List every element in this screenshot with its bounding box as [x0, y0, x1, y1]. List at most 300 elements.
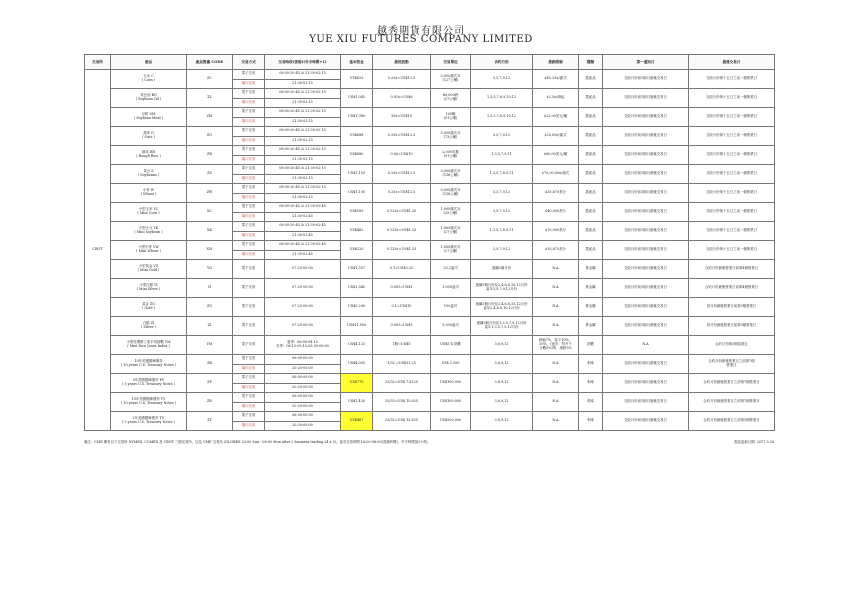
company-title-zh: 越秀期貨有限公司	[377, 26, 465, 37]
months-cell	[471, 317, 533, 336]
margin-cell-text: US$467	[349, 418, 364, 423]
limit-cell-text: ¢35,875美分	[545, 247, 566, 252]
first-notice-cell-text: 交收月份前1個月最後交易日	[624, 114, 667, 119]
code-cell-text: YI	[207, 285, 212, 290]
first-notice-cell	[603, 108, 689, 127]
unit-cell	[431, 412, 471, 431]
months-cell	[471, 222, 533, 241]
hours-cell	[265, 383, 341, 393]
tick-cell	[373, 260, 431, 279]
method-cell	[233, 317, 265, 336]
method-cell-text: 電子交易	[241, 90, 256, 95]
months-cell-text: 1,3,5,7,8,9,11	[489, 228, 514, 233]
method-cell	[233, 146, 265, 156]
first-notice-cell	[603, 70, 689, 89]
product-cell	[111, 355, 187, 374]
tick-cell	[373, 108, 431, 127]
last-trade-cell	[689, 374, 775, 393]
product-cell-text: 黃金 ZG ( Gold )	[142, 302, 155, 310]
tick-cell	[373, 222, 431, 241]
hours-cell	[265, 117, 341, 127]
hours-cell-text: 08:00-20:45 & 21:30-02:15	[279, 166, 326, 171]
last-trade-cell-text: 交收月份第十五日之前一個營業日	[706, 190, 757, 195]
product-cell	[111, 412, 187, 431]
first-notice-cell	[603, 393, 689, 412]
limit-cell	[533, 184, 579, 203]
table-row	[85, 165, 775, 175]
unit-cell	[431, 146, 471, 165]
type-cell	[579, 203, 603, 222]
hours-cell	[265, 108, 341, 118]
code-cell	[187, 241, 233, 260]
tick-cell-text: 0.01¢=US$6	[390, 95, 413, 100]
method-cell-text: 場內交易	[241, 194, 256, 199]
table-row	[85, 336, 775, 355]
tick-cell-text: 0.1=US$10	[391, 304, 412, 309]
code-cell	[187, 298, 233, 317]
futures-spec-table	[84, 54, 775, 431]
last-trade-cell-text: 合約月份第3個星期五	[715, 342, 748, 347]
unit-cell	[431, 279, 471, 298]
unit-cell-text: 1,000蒲式耳 (27公噸)	[440, 245, 461, 253]
last-trade-cell-text: 合約月份最後營業日之前第3個營業日	[703, 418, 760, 423]
method-cell	[233, 155, 265, 165]
margin-cell-text: US$1,430	[347, 399, 366, 404]
unit-cell-text: 1,000蒲式耳 (25公噸)	[440, 207, 461, 215]
table-row	[85, 108, 775, 118]
first-notice-cell	[603, 241, 689, 260]
column-header: 交易方式	[233, 55, 265, 70]
type-cell	[579, 222, 603, 241]
column-header: 產品	[111, 55, 187, 70]
hours-cell-text: 08:00-20:45 & 21:30-02:15	[279, 147, 326, 152]
first-notice-cell	[603, 336, 689, 355]
code-cell-text: XK	[207, 228, 212, 233]
table-row	[85, 317, 775, 336]
method-cell-text: 場內交易	[241, 80, 256, 85]
hours-cell-text: 07:25-05:00	[292, 266, 313, 271]
hours-cell	[265, 402, 341, 412]
method-cell-text: 電子交易	[241, 413, 256, 418]
last-trade-cell-text: 合約月份最後營業日前第4個營業日	[704, 285, 758, 290]
margin-cell	[341, 374, 373, 393]
method-cell-text: 場內交易	[241, 118, 256, 123]
margin-cell	[341, 241, 373, 260]
last-trade-cell	[689, 165, 775, 184]
months-cell-text: 3,6,9,12	[494, 399, 509, 404]
code-cell	[187, 317, 233, 336]
hours-cell	[265, 393, 341, 403]
table-row	[85, 70, 775, 80]
hours-cell-text: 08:00-20:45 & 21:30-02:45	[279, 242, 326, 247]
code-cell-text: ZO	[206, 133, 213, 138]
product-cell	[111, 203, 187, 222]
method-cell-text: 電子交易	[241, 147, 256, 152]
code-cell-text: YM	[206, 342, 213, 347]
method-cell	[233, 336, 265, 355]
tick-cell-text: 1點=US$5	[392, 342, 411, 347]
product-cell-text: 小型白銀 YI ( Mini Silver )	[136, 283, 161, 291]
margin-cell	[341, 355, 373, 374]
limit-cell-text: ¢70,000美分	[545, 228, 566, 233]
months-cell-text: 連續2個月份	[491, 266, 512, 271]
first-notice-cell	[603, 89, 689, 108]
type-cell-text: 農產品	[585, 190, 596, 195]
type-cell	[579, 165, 603, 184]
months-cell	[471, 70, 533, 89]
hours-cell	[265, 412, 341, 422]
first-notice-cell	[603, 298, 689, 317]
months-cell	[471, 146, 533, 165]
code-cell-text: YG	[207, 266, 212, 271]
first-notice-cell	[603, 355, 689, 374]
limit-cell-text: ¢35,875美分	[545, 190, 566, 195]
code-cell	[187, 146, 233, 165]
limit-cell-text: N.A	[552, 380, 559, 385]
code-cell	[187, 184, 233, 203]
exchange-cell-text: CBOT	[92, 247, 103, 252]
tick-cell-text: 10¢=US$10	[391, 114, 412, 119]
method-cell	[233, 364, 265, 374]
hours-cell	[265, 241, 341, 251]
tick-cell-text: 0.001=US$1	[390, 285, 413, 290]
hours-cell-text: 08:00-20:45 & 21:30-02:15	[279, 128, 326, 133]
type-cell	[579, 336, 603, 355]
method-cell	[233, 374, 265, 384]
last-trade-cell	[689, 127, 775, 146]
code-cell-text: ZG	[206, 304, 213, 309]
code-cell	[187, 355, 233, 374]
months-cell	[471, 374, 533, 393]
method-cell	[233, 260, 265, 279]
limit-cell-text: ¢40,000美分	[545, 209, 566, 214]
months-cell	[471, 336, 533, 355]
margin-cell-text: US$220	[349, 247, 364, 252]
method-cell-text: 電子交易	[241, 285, 256, 290]
first-notice-cell	[603, 127, 689, 146]
tick-cell	[373, 165, 431, 184]
method-cell-text: 電子交易	[241, 356, 256, 361]
first-notice-cell-text: N.A	[642, 342, 649, 347]
first-notice-cell	[603, 222, 689, 241]
hours-cell	[265, 374, 341, 384]
product-cell	[111, 70, 187, 89]
product-cell	[111, 317, 187, 336]
method-cell	[233, 174, 265, 184]
months-cell-text: 1,3,5,7,9,11	[491, 152, 512, 157]
limit-cell-text: ¢23,00美元/噸	[543, 114, 568, 119]
months-cell-text: 1,3,5,7,8,9,10,12	[486, 95, 517, 100]
last-trade-cell-text: 交收月份第十五日之前一個營業日	[706, 247, 757, 252]
table-row	[85, 222, 775, 232]
last-trade-cell	[689, 279, 775, 298]
column-header: 涨跌限制	[533, 55, 579, 70]
first-notice-cell	[603, 279, 689, 298]
tick-cell	[373, 89, 431, 108]
limit-cell	[533, 355, 579, 374]
method-cell-text: 場內交易	[241, 251, 256, 256]
table-row	[85, 298, 775, 317]
unit-cell	[431, 260, 471, 279]
hours-cell	[265, 127, 341, 137]
first-notice-cell	[603, 412, 689, 431]
method-cell-text: 電子交易	[241, 342, 256, 347]
months-cell-text: 3,5,7,9,12	[492, 190, 511, 195]
method-cell	[233, 355, 265, 365]
hours-cell-text: 21:30-02:15	[292, 137, 313, 142]
hours-cell	[265, 336, 341, 355]
code-cell	[187, 374, 233, 393]
limit-cell-text: N.A	[552, 399, 559, 404]
margin-cell	[341, 317, 373, 336]
code-cell	[187, 127, 233, 146]
first-notice-cell-text: 交收月份前1個月最後交易日	[624, 95, 667, 100]
unit-cell	[431, 317, 471, 336]
method-cell	[233, 383, 265, 393]
months-cell-text: 1,3,5,7,8,9,11	[489, 171, 514, 176]
tick-cell-text: 25/32=US$ 15.625	[385, 418, 418, 423]
type-cell-text: 農產品	[585, 171, 596, 176]
unit-cell-text: 60,000磅 (27公噸)	[442, 93, 459, 101]
hours-cell	[265, 317, 341, 336]
limit-cell-text: N.A	[552, 285, 559, 290]
type-cell-text: 農產品	[585, 76, 596, 81]
method-cell-text: 場內交易	[241, 384, 256, 389]
unit-cell	[431, 89, 471, 108]
code-cell	[187, 108, 233, 127]
first-notice-cell	[603, 203, 689, 222]
code-cell-text: ZL	[207, 95, 212, 100]
table-row	[85, 412, 775, 422]
margin-cell-text: US$1,557	[347, 266, 366, 271]
first-notice-cell-text: 交收月份前1個月最後交易日	[624, 380, 667, 385]
limit-cell-text: 跌幅7%，當下10%， 20%，(夜市：每升千 分數5%)等，漲跌5%	[538, 338, 573, 350]
limit-cell	[533, 165, 579, 184]
type-cell	[579, 317, 603, 336]
limit-cell	[533, 203, 579, 222]
limit-cell	[533, 241, 579, 260]
hours-cell	[265, 364, 341, 374]
months-cell-text: 3,5,7,9,12	[492, 247, 511, 252]
tick-cell-text: 0.125¢=US$1.25	[386, 209, 417, 214]
hours-cell-text: 08:00-20:45 & 21:30-02:15	[279, 71, 326, 76]
table-row	[85, 374, 775, 384]
last-trade-cell-text: 交收月份第十五日之前一個營業日	[706, 171, 757, 176]
margin-cell	[341, 70, 373, 89]
margin-cell	[341, 412, 373, 431]
unit-cell	[431, 70, 471, 89]
limit-cell-text: ¢60,00美元/噸	[543, 152, 568, 157]
unit-cell	[431, 374, 471, 393]
type-cell	[579, 279, 603, 298]
method-cell	[233, 412, 265, 422]
first-notice-cell-text: 交收月份前1個月最後交易日	[624, 190, 667, 195]
months-cell	[471, 393, 533, 412]
unit-cell	[431, 298, 471, 317]
product-cell-text: 10年美國國庫債券 TY ( 10 years U.S. Treasury Notes )	[120, 397, 177, 405]
limit-cell	[533, 70, 579, 89]
margin-cell-text: US$1,045	[347, 95, 366, 100]
type-cell	[579, 412, 603, 431]
product-cell	[111, 184, 187, 203]
product-cell	[111, 89, 187, 108]
tick-cell-text: 0.25¢=US$12.5	[387, 133, 416, 138]
months-cell	[471, 279, 533, 298]
method-cell	[233, 231, 265, 241]
margin-cell-text: US$165	[349, 209, 364, 214]
margin-cell-text: US$770	[349, 380, 364, 385]
months-cell	[471, 184, 533, 203]
hours-cell	[265, 89, 341, 99]
hours-cell-text: 21:30-02:45	[292, 232, 313, 237]
method-cell-text: 電子交易	[241, 166, 256, 171]
product-cell-text: 10年美國國庫債券 ( 10 years U.S. Treasury Notes )	[120, 359, 177, 367]
first-notice-cell-text: 交收月份前1個月最後交易日	[624, 171, 667, 176]
method-cell	[233, 184, 265, 194]
hours-cell-text: 21:30-02:15	[292, 156, 313, 161]
type-cell-text: 利率	[587, 418, 594, 423]
limit-cell	[533, 279, 579, 298]
last-trade-cell-text: 該月份最後營業日前第3個營業日	[706, 304, 757, 309]
product-cell	[111, 393, 187, 412]
hours-cell	[265, 222, 341, 232]
method-cell-text: 場內交易	[241, 156, 256, 161]
method-cell	[233, 136, 265, 146]
hours-cell-text: 21:30-02:45	[292, 213, 313, 218]
product-cell	[111, 279, 187, 298]
method-cell	[233, 79, 265, 89]
unit-cell-text: 1,000蒲式耳 (27公噸)	[440, 226, 461, 234]
method-cell	[233, 193, 265, 203]
unit-cell-text: 5,000盎司	[442, 323, 459, 328]
tick-cell-text: 25/32=US$ 15.625	[385, 399, 418, 404]
code-cell	[187, 70, 233, 89]
hours-cell	[265, 298, 341, 317]
hours-cell	[265, 79, 341, 89]
tick-cell	[373, 336, 431, 355]
unit-cell	[431, 184, 471, 203]
table-body	[85, 70, 775, 431]
tick-cell-text: 0.125¢=US$1.25	[386, 228, 417, 233]
tick-cell-text: 0.25¢=US$12.5	[387, 76, 416, 81]
method-cell-text: 場內交易	[241, 137, 256, 142]
first-notice-cell-text: 交收月份前1個月最後交易日	[624, 228, 667, 233]
first-notice-cell	[603, 260, 689, 279]
limit-cell	[533, 412, 579, 431]
unit-cell-text: US$200,000	[439, 418, 462, 423]
code-cell	[187, 336, 233, 355]
margin-cell-text: US$4,050	[347, 361, 366, 366]
unit-cell	[431, 203, 471, 222]
unit-cell	[431, 165, 471, 184]
code-cell	[187, 393, 233, 412]
code-cell	[187, 89, 233, 108]
unit-cell-text: 100盎司	[443, 304, 458, 309]
tick-cell	[373, 127, 431, 146]
hours-cell-text: 21:30-02:15	[292, 118, 313, 123]
months-cell-text: 連續3個月份及2,4,6,8,10,12月份 當年2,4,6,8,10,12月份	[475, 302, 528, 310]
hours-cell-text: 20:20-05:00	[292, 365, 313, 370]
product-cell	[111, 108, 187, 127]
table-row	[85, 89, 775, 99]
method-cell-text: 電子交易	[241, 204, 256, 209]
type-cell	[579, 374, 603, 393]
type-cell	[579, 108, 603, 127]
product-cell-text: 豆粕 SM ( Soybean Meal )	[133, 112, 164, 120]
code-cell-text: ZM	[206, 114, 213, 119]
method-cell	[233, 222, 265, 232]
method-cell-text: 電子交易	[241, 185, 256, 190]
type-cell-text: 貴金屬	[585, 304, 596, 309]
margin-cell	[341, 222, 373, 241]
first-notice-cell-text: 交收月份前1個月最後交易日	[624, 266, 667, 271]
method-cell-text: 場內交易	[241, 365, 256, 370]
unit-cell	[431, 355, 471, 374]
months-cell	[471, 412, 533, 431]
column-header: 產品對應 CODE	[187, 55, 233, 70]
method-cell-text: 電子交易	[241, 323, 256, 328]
type-cell-text: 利率	[587, 380, 594, 385]
unit-cell-text: US$ 1,000	[441, 361, 460, 366]
method-cell-text: 場內交易	[241, 232, 256, 237]
last-trade-cell	[689, 355, 775, 374]
first-notice-cell-text: 交收月份前1個月最後交易日	[624, 304, 667, 309]
margin-cell-text: US$825	[349, 76, 364, 81]
limit-cell-text: N.A	[552, 266, 559, 271]
type-cell	[579, 393, 603, 412]
limit-cell	[533, 336, 579, 355]
hours-cell-text: 08:00-20:45 & 21:30-02:15	[279, 90, 326, 95]
tick-cell	[373, 393, 431, 412]
limit-cell	[533, 317, 579, 336]
hours-cell-text: 07:25-05:00	[292, 304, 313, 309]
tick-cell	[373, 412, 431, 431]
type-cell	[579, 89, 603, 108]
last-trade-cell	[689, 260, 775, 279]
unit-cell	[431, 127, 471, 146]
table-row	[85, 127, 775, 137]
product-cell-text: 燕麥 O ( Oats )	[142, 131, 155, 139]
margin-cell-text: US$1,540	[347, 285, 366, 290]
first-notice-cell-text: 交收月份前1個月最後交易日	[624, 209, 667, 214]
table-row	[85, 241, 775, 251]
product-cell	[111, 298, 187, 317]
margin-cell	[341, 184, 373, 203]
last-trade-cell	[689, 203, 775, 222]
method-cell	[233, 241, 265, 251]
method-cell-text: 電子交易	[241, 242, 256, 247]
method-cell	[233, 421, 265, 431]
footnote-date: 電話更新日期: 2017.5.26	[734, 440, 774, 444]
unit-cell	[431, 241, 471, 260]
margin-cell	[341, 298, 373, 317]
months-cell-text: 3,6,9,12	[494, 361, 509, 366]
tick-cell	[373, 279, 431, 298]
type-cell-text: 指數	[587, 342, 594, 347]
method-cell	[233, 212, 265, 222]
type-cell-text: 農產品	[585, 114, 596, 119]
method-cell	[233, 279, 265, 298]
hours-cell-text: 21:30-02:15	[292, 99, 313, 104]
first-notice-cell	[603, 146, 689, 165]
limit-cell	[533, 298, 579, 317]
type-cell	[579, 127, 603, 146]
hours-cell	[265, 193, 341, 203]
product-cell	[111, 165, 187, 184]
margin-cell	[341, 336, 373, 355]
months-cell-text: 3,5,7,9,12	[492, 209, 511, 214]
margin-cell	[341, 89, 373, 108]
